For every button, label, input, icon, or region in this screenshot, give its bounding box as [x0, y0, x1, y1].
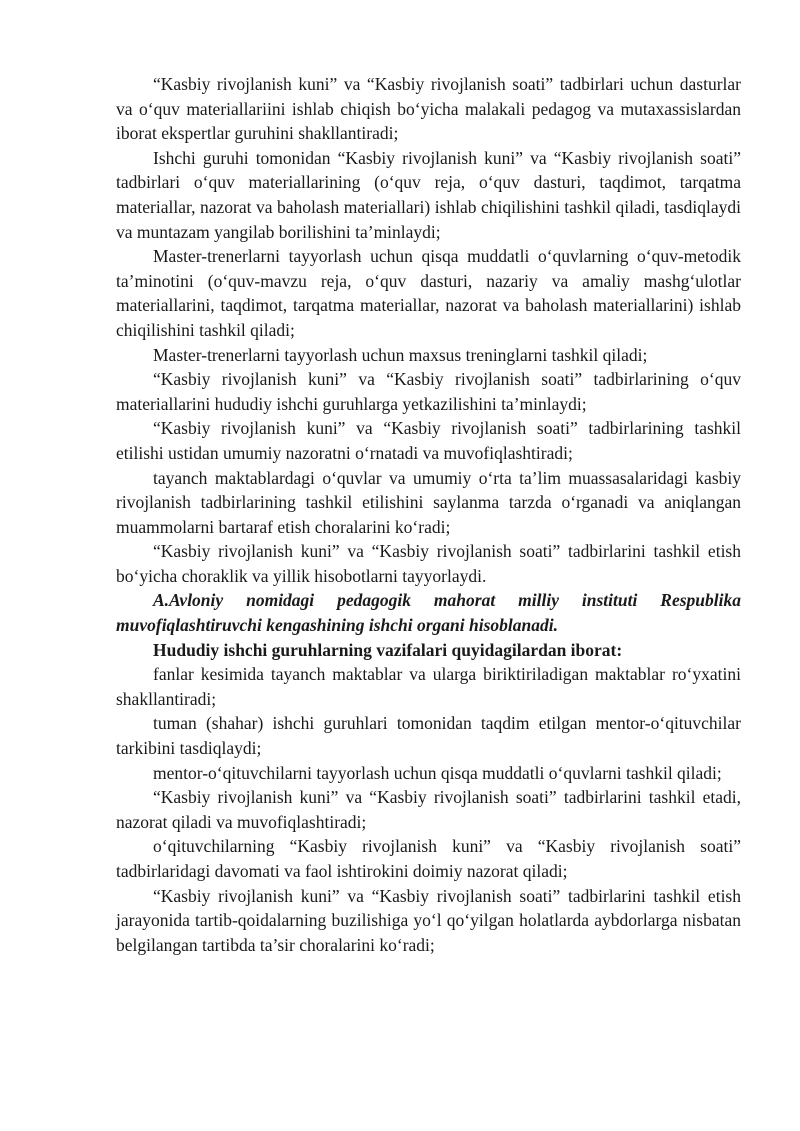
paragraph-master-trainers-trainings: Master-trenerlarni tayyorlash uchun maxsus treninglarni tashkil qiladi; — [153, 344, 648, 365]
paragraph-mentor-approval: tuman (shahar) ishchi guruhlari tomonidan taqdim etilgan mentor-o‘qituvchilar tarkibini tasdiqlaydi; — [116, 713, 741, 759]
paragraph-working-group-materials: Ishchi guruhi tomonidan “Kasbiy rivojlanish kuni” va “Kasbiy rivojlanish soati” tadbirlari o‘quv materiallarining (o‘quv reja, o‘quv dasturi, taqdimot, tarqatma materiallar, nazorat va baholash materiallari) ishlab chiqilishini tashkil qiladi, tasdiqlaydi va muntazam yangilab borilishini ta’minlaydi; — [116, 147, 741, 242]
paragraph-expert-group: “Kasbiy rivojlanish kuni” va “Kasbiy rivojlanish soati” tadbirlari uchun dasturlar va o‘quv materiallariini ishlab chiqish bo‘yicha malakali pedagog va mutaxassislardan iborat ekspertlar guruhini shakllantiradi; — [116, 74, 741, 144]
document-page — [116, 72, 741, 957]
paragraph-selective-study: tayanch maktablardagi o‘quvlar va umumiy o‘rta ta’lim muassasalaridagi kasbiy rivojlanish tadbirlarining tashkil etilishini saylanma tarzda o‘rganadi va aniqlangan muammolarni bartaraf etish choralarini ko‘radi; — [116, 467, 741, 537]
paragraph-institute-statement: A.Avloniy nomidagi pedagogik mahorat milliy instituti Respublika muvofiqlashtiruvchi kengashining ishchi organi hisoblanadi. — [116, 590, 741, 636]
paragraph-general-control: “Kasbiy rivojlanish kuni” va “Kasbiy rivojlanish soati” tadbirlarining tashkil etilishi ustidan umumiy nazoratni o‘rnatadi va muvofiqlashtiradi; — [116, 418, 741, 463]
paragraph-master-trainers-methodology: Master-trenerlarni tayyorlash uchun qisqa muddatli o‘quvlarning o‘quv-metodik ta’minotini (o‘quv-mavzu reja, o‘quv dasturi, nazariy va amaliy mashg‘ulotlar materiallarini, taqdimot, tarqatma materiallar, nazorat va baholash materiallarini) ishlab chiqilishini tashkil qiladi; — [116, 246, 741, 340]
paragraph-events-organization: “Kasbiy rivojlanish kuni” va “Kasbiy rivojlanish soati” tadbirlarini tashkil etadi, nazorat qiladi va muvofiqlashtiradi; — [116, 787, 741, 832]
paragraph-mentor-training: mentor-o‘qituvchilarni tayyorlash uchun qisqa muddatli o‘quvlarni tashkil qiladi; — [153, 762, 722, 783]
paragraph-violations-measures: “Kasbiy rivojlanish kuni” va “Kasbiy rivojlanish soati” tadbirlarini tashkil etish jarayonida tartib-qoidalarning buzilishiga yo‘l qo‘yilgan holatlarda aybdorlarga nisbatan belgilangan tartibda ta’sir choralarini ko‘radi; — [116, 885, 741, 955]
paragraph-reports: “Kasbiy rivojlanish kuni” va “Kasbiy rivojlanish soati” tadbirlarini tashkil etish bo‘yicha choraklik va yillik hisobotlarni tayyorlaydi. — [116, 541, 741, 586]
paragraph-school-list: fanlar kesimida tayanch maktablar va ularga biriktiriladigan maktablar ro‘yxatini shakllantiradi; — [116, 664, 741, 709]
section-heading-regional-tasks: Hududiy ishchi guruhlarning vazifalari quyidagilardan iborat: — [153, 639, 623, 660]
paragraph-materials-delivery: “Kasbiy rivojlanish kuni” va “Kasbiy rivojlanish soati” tadbirlarining o‘quv materiallarini hududiy ishchi guruhlarga yetkazilishini ta’minlaydi; — [116, 369, 741, 414]
paragraph-attendance-control: o‘qituvchilarning “Kasbiy rivojlanish kuni” va “Kasbiy rivojlanish soati” tadbirlaridagi davomati va faol ishtirokini doimiy nazorat qiladi; — [116, 836, 741, 881]
